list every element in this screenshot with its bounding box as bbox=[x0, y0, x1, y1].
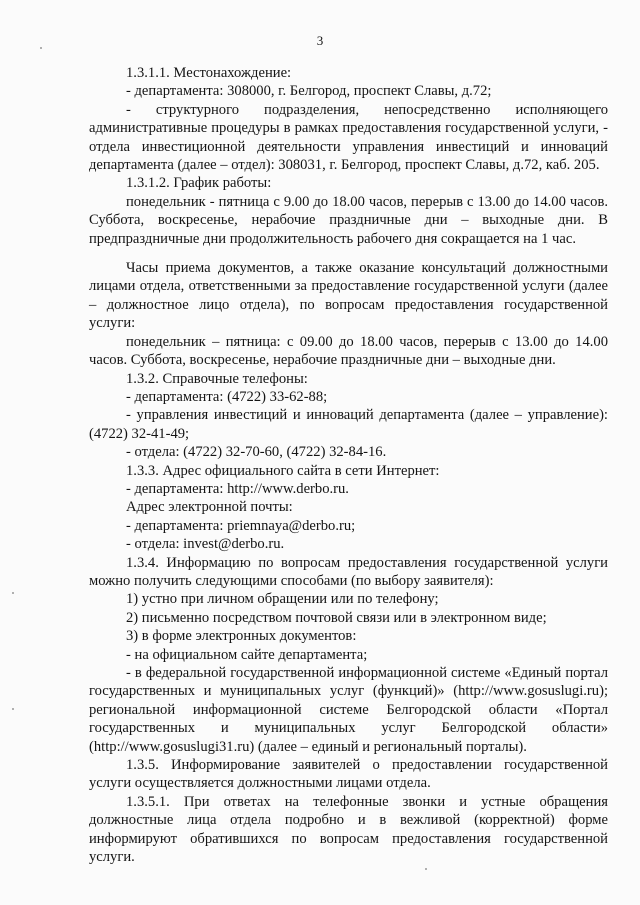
paragraph-method-oral: 1) устно при личном обращении или по телефону; bbox=[126, 591, 439, 608]
paragraph-portals: - в федеральной государственной информационной системе «Единый портал государственных и муниципальных услуг (функций)» (http://www.gosuslugi.ru); региональной информационной системе Белгородской области «Портал государственных и муниципальных услуг Белгородской области» (http://www.gosuslugi31.ru) (далее – единый и региональный порталы). bbox=[89, 665, 608, 755]
paragraph-phones-heading: 1.3.2. Справочные телефоны: bbox=[126, 370, 308, 387]
paragraph-reception-schedule: понедельник – пятница: с 09.00 до 18.00 часов, перерыв с 13.00 до 14.00 часов. Суббота, воскресенье, нерабочие праздничные дни – выходные дни. bbox=[89, 333, 608, 369]
paragraph-phone-department: - департамента: (4722) 33-62-88; bbox=[126, 388, 328, 405]
paragraph-website-department: - департамента: http://www.derbo.ru. bbox=[126, 480, 349, 497]
paragraph-website-heading: 1.3.3. Адрес официального сайта в сети Интернет: bbox=[126, 462, 440, 479]
paragraph-phone-management: - управления инвестиций и инноваций департамента (далее – управление): (4722) 32-41-49; bbox=[89, 407, 608, 442]
document-body bbox=[89, 64, 608, 866]
paragraph-official-site: - на официальном сайте департамента; bbox=[126, 646, 368, 663]
paragraph-informing: 1.3.5. Информирование заявителей о предоставлении государственной услуги осуществляется должностными лицами отдела. bbox=[89, 757, 608, 792]
paragraph-method-electronic: 3) в форме электронных документов: bbox=[126, 628, 357, 645]
paragraph-email-heading: Адрес электронной почты: bbox=[126, 499, 293, 516]
paragraph-method-written: 2) письменно посредством почтовой связи или в электронном виде; bbox=[126, 609, 547, 626]
paragraph-schedule: понедельник - пятница с 9.00 до 18.00 часов, перерыв с 13.00 до 14.00 часов. Суббота, воскресенье, нерабочие праздничные дни – выходные дни. В предпраздничные дни продолжительность рабочего дня сокращается на 1 час. bbox=[89, 193, 608, 247]
scan-speck bbox=[40, 47, 42, 49]
paragraph-info-methods: 1.3.4. Информацию по вопросам предоставления государственной услуги можно получить следующими способами (по выбору заявителя): bbox=[89, 554, 608, 589]
paragraph-location-heading: 1.3.1.1. Местонахождение: bbox=[126, 65, 292, 81]
paragraph-unit-address: - структурного подразделения, непосредственно исполняющего административные процедуры в рамках предоставления государственной услуги, - отдела инвестиционной деятельности управления инвестиций и инноваций департамента (далее – отдел): 308031, г. Белгород, проспект Славы, д.72, каб. 205. bbox=[89, 101, 608, 174]
paragraph-email-unit: - отдела: invest@derbo.ru. bbox=[126, 536, 285, 553]
paragraph-schedule-heading: 1.3.1.2. График работы: bbox=[126, 175, 272, 192]
scan-speck bbox=[12, 708, 14, 710]
scan-speck bbox=[12, 592, 14, 594]
scan-speck bbox=[425, 868, 427, 870]
paragraph-reception-hours: Часы приема документов, а также оказание консультаций должностными лицами отдела, ответственными за предоставление государственной услуги (далее – должностное лицо отдела), по вопросам предоставления государственной услуги: bbox=[89, 260, 608, 332]
paragraph-phone-unit: - отдела: (4722) 32-70-60, (4722) 32-84-16. bbox=[126, 444, 387, 461]
paragraph-email-department: - департамента: priemnaya@derbo.ru; bbox=[126, 517, 356, 534]
page-number: 3 bbox=[316, 33, 324, 48]
paragraph-phone-answers: 1.3.5.1. При ответах на телефонные звонки и устные обращения должностные лица отдела подробно и в вежливой (корректной) форме информируют обратившихся по вопросам предоставления государственной услуги. bbox=[89, 793, 608, 866]
paragraph-department-address: - департамента: 308000, г. Белгород, проспект Славы, д.72; bbox=[126, 83, 492, 100]
